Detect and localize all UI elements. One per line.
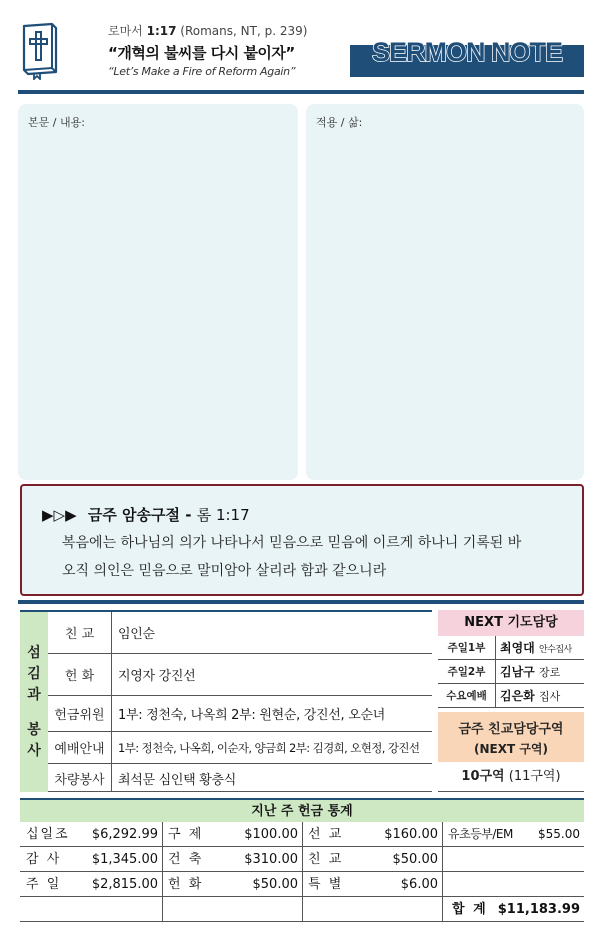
service-value: 1부: 정천숙, 나옥희, 이순자, 양금희 2부: 김경희, 오현정, 강진선 (118, 740, 420, 755)
offering-amount: $100.00 (244, 827, 298, 842)
header-text (108, 22, 338, 78)
offering-amount: $6.00 (400, 877, 438, 892)
scripture-source: (Romans, NT, p. 239) (180, 24, 308, 38)
offering-label: 유초등부/EM (448, 827, 513, 841)
offering-cell (302, 847, 442, 872)
prayer-person (500, 636, 572, 660)
service-label: 차량봉사 (48, 764, 112, 792)
top-divider (18, 90, 584, 94)
offering-table (20, 798, 584, 922)
service-label: 예배안내 (48, 732, 112, 763)
column-divider (302, 822, 303, 922)
offering-cell (20, 872, 162, 897)
offering-total-cell (442, 897, 584, 922)
prayer-row (438, 660, 584, 684)
offering-label: 구 제 (168, 827, 204, 842)
offering-grid (20, 822, 584, 922)
column-divider (442, 822, 443, 922)
offering-label: 감 사 (26, 852, 62, 867)
offering-amount: $50.00 (252, 877, 298, 892)
badge-text: SERMON NOTE (371, 37, 562, 67)
prayer-name: 김은화 (500, 689, 535, 703)
offering-cell (162, 847, 302, 872)
offering-cell (302, 872, 442, 897)
notes-content-label: 본문 / 내용: (28, 116, 85, 129)
prayer-slot: 주일2부 (438, 660, 496, 684)
prayer-slot: 수요예배 (438, 684, 496, 708)
offering-cell (302, 822, 442, 847)
offering-label: 십일조 (26, 827, 70, 842)
offering-title: 지난 주 헌금 통계 (20, 798, 584, 822)
prayer-name: 김남구 (500, 665, 535, 679)
scripture-reference (108, 22, 338, 39)
offering-cell (20, 897, 162, 922)
offering-amount: $55.00 (538, 827, 580, 841)
prayer-person (500, 660, 560, 684)
middle-divider (18, 600, 584, 604)
offering-label: 특 별 (308, 877, 344, 892)
district-value (438, 762, 584, 792)
side-char: 사 (27, 742, 41, 759)
notes-application-panel[interactable] (306, 104, 584, 480)
prayer-role: 집사 (538, 690, 561, 703)
district-next: (11구역) (508, 769, 561, 784)
offering-cell (20, 847, 162, 872)
chapter-verse: 1:17 (146, 24, 177, 38)
service-value: 임인순 (118, 627, 155, 642)
sermon-title-korean: “개혁의 불씨를 다시 붙이자” (108, 44, 295, 62)
bible-cross-icon (18, 20, 62, 80)
service-label: 친 교 (48, 612, 112, 653)
offering-cell (442, 847, 584, 872)
service-table (20, 610, 432, 792)
offering-amount: $50.00 (392, 852, 438, 867)
service-value: 최석문 심인택 황충식 (118, 772, 236, 788)
offering-label: 건 축 (168, 852, 204, 867)
fellowship-district-box (438, 712, 584, 762)
offering-cell (20, 822, 162, 847)
offering-cell (162, 822, 302, 847)
offering-label: 선 교 (308, 827, 344, 842)
prayer-role: 안수집사 (538, 645, 572, 655)
offering-total-label: 합 계 (452, 902, 488, 917)
service-row-ushers (48, 732, 432, 764)
service-row-transport (48, 764, 432, 792)
service-row-offering-committee (48, 696, 432, 732)
offering-label: 헌 화 (168, 877, 204, 892)
service-row-flowers (48, 654, 432, 696)
service-value: 1부: 정천숙, 나옥희 2부: 원현순, 강진선, 오순녀 (118, 708, 385, 723)
offering-amount: $310.00 (244, 852, 298, 867)
service-label: 헌금위원 (48, 696, 112, 731)
memory-verse-box (20, 484, 584, 596)
district-title: 금주 친교담당구역 (458, 722, 564, 737)
side-char: 봉 (27, 721, 41, 738)
memory-verse-heading: 금주 암송구절 - (87, 506, 192, 524)
offering-cell (302, 897, 442, 922)
service-side-label (20, 612, 48, 792)
book-name: 로마서 (108, 24, 143, 38)
memory-verse-reference: 롬 1:17 (196, 506, 250, 524)
prayer-person (500, 684, 560, 708)
offering-amount: $160.00 (384, 827, 438, 842)
side-char: 김 (27, 665, 41, 682)
memory-verse-line-2: 오직 의인은 믿음으로 말미암아 살리라 함과 같으니라 (62, 563, 387, 579)
prayer-assignment-box (438, 610, 584, 710)
offering-amount: $6,292.99 (91, 827, 158, 842)
arrows-icon: ▶▷▶ (42, 506, 77, 524)
offering-total-amount: $11,183.99 (497, 902, 580, 917)
offering-label: 친 교 (308, 852, 344, 867)
prayer-row (438, 636, 584, 660)
service-row-fellowship (48, 612, 432, 654)
memory-verse-title (42, 504, 250, 525)
offering-cell (442, 872, 584, 897)
service-label: 헌 화 (48, 654, 112, 695)
sermon-title-english: “Let’s Make a Fire of Reform Again” (108, 65, 296, 78)
offering-cell (162, 872, 302, 897)
offering-label: 주 일 (26, 877, 62, 892)
prayer-role: 장로 (538, 666, 561, 679)
prayer-row (438, 684, 584, 708)
offering-cell (442, 822, 584, 847)
memory-verse-line-1: 복음에는 하나님의 의가 나타나서 믿음으로 믿음에 이르게 하나니 기록된 바 (62, 535, 522, 551)
district-subtitle: (NEXT 구역) (473, 742, 548, 756)
prayer-name: 최영대 (500, 641, 535, 655)
sermon-note-badge (350, 35, 584, 77)
side-char: 과 (27, 686, 41, 703)
notes-application-label: 적용 / 삶: (316, 116, 363, 129)
offering-cell (162, 897, 302, 922)
offering-amount: $2,815.00 (91, 877, 158, 892)
column-divider (162, 822, 163, 922)
district-current: 10구역 (461, 769, 505, 784)
service-value: 지영자 강진선 (118, 669, 196, 684)
offering-amount: $1,345.00 (91, 852, 158, 867)
notes-content-panel[interactable] (18, 104, 298, 480)
prayer-title: NEXT 기도담당 (438, 610, 584, 636)
prayer-slot: 주일1부 (438, 636, 496, 660)
side-char: 섬 (27, 644, 41, 661)
